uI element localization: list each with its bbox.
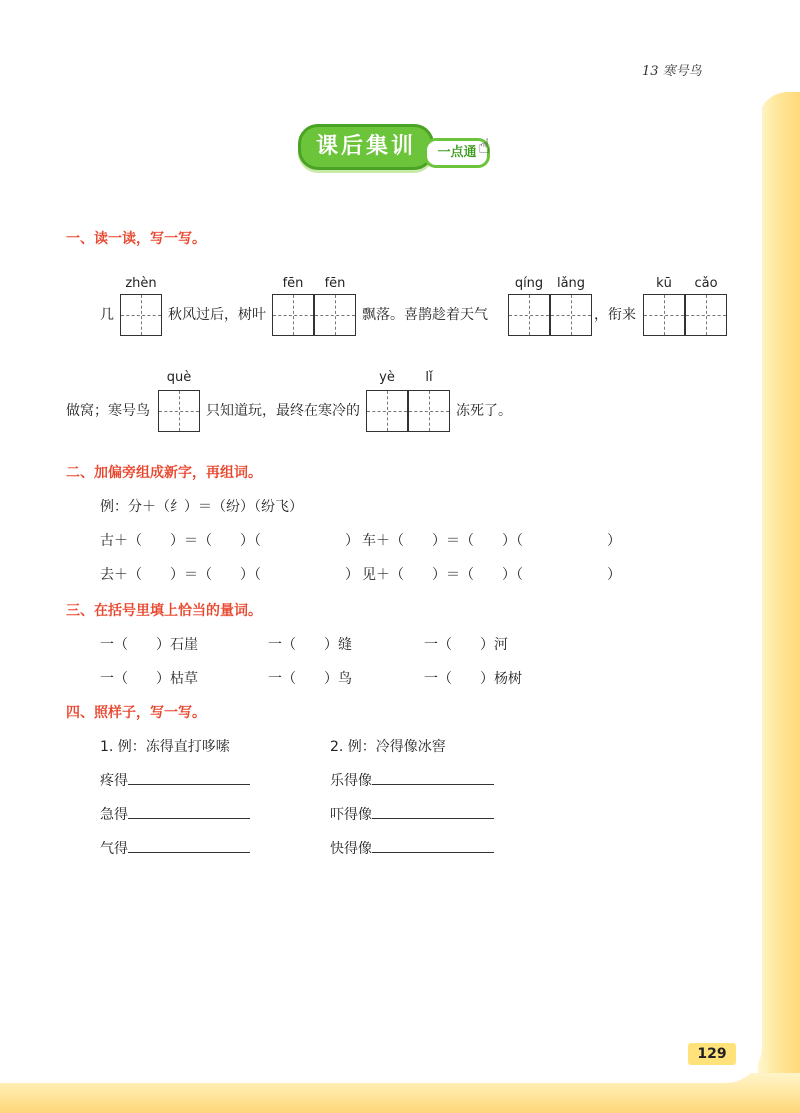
- imitate-left-row[interactable]: [100, 804, 250, 824]
- measure-word-item[interactable]: 一（ ）缝: [268, 637, 352, 653]
- radical-item[interactable]: 去＋（ ）＝（ ）（ ）: [100, 567, 359, 583]
- pinyin-label: fēn: [324, 276, 346, 291]
- imitate-prompt: 疼得: [100, 773, 128, 789]
- radical-item[interactable]: 见＋（ ）＝（ ）（ ）: [362, 567, 621, 583]
- reading-text-6: 只知道玩，最终在寒冷的: [206, 403, 360, 419]
- page-number: 129: [688, 1043, 736, 1065]
- pinyin-label: yè: [379, 370, 395, 385]
- writing-box[interactable]: [550, 294, 592, 336]
- imitate-right-row[interactable]: [330, 804, 494, 824]
- pinyin-label: kū: [656, 276, 672, 291]
- reading-text-7: 冻死了。: [456, 403, 512, 419]
- section-2-heading: 二、加偏旁组成新字，再组词。: [66, 465, 262, 481]
- writing-box[interactable]: [272, 294, 314, 336]
- imitate-prompt: 吓得像: [330, 807, 372, 823]
- answer-line[interactable]: [128, 804, 250, 819]
- measure-word-item[interactable]: 一（ ）石崖: [100, 637, 198, 653]
- imitate-prompt: 气得: [100, 841, 128, 857]
- measure-word-item[interactable]: 一（ ）河: [424, 637, 508, 653]
- imitate-right-row[interactable]: [330, 838, 494, 858]
- pinyin-label: què: [166, 370, 192, 385]
- imitate-example-2: 2. 例：冷得像冰窖: [330, 739, 446, 755]
- imitate-prompt: 快得像: [330, 841, 372, 857]
- writing-box[interactable]: [314, 294, 356, 336]
- pinyin-label: cǎo: [694, 276, 718, 291]
- reading-text-5: 做窝；寒号鸟: [66, 403, 150, 419]
- banner-subtitle: 一点通: [424, 138, 490, 168]
- imitate-right-row[interactable]: [330, 770, 494, 790]
- writing-box[interactable]: [408, 390, 450, 432]
- writing-box[interactable]: [685, 294, 727, 336]
- imitate-example-1: 1. 例：冻得直打哆嗦: [100, 739, 230, 755]
- running-head: 13 寒号鸟: [642, 64, 702, 79]
- answer-line[interactable]: [128, 770, 250, 785]
- writing-box[interactable]: [120, 294, 162, 336]
- pinyin-label: lǐ: [425, 370, 433, 385]
- imitate-left-row[interactable]: [100, 770, 250, 790]
- radical-item[interactable]: 车＋（ ）＝（ ）（ ）: [362, 533, 621, 549]
- measure-word-item[interactable]: 一（ ）鸟: [268, 671, 352, 687]
- imitate-prompt: 急得: [100, 807, 128, 823]
- pinyin-label: zhèn: [125, 276, 157, 291]
- page-edge-right: [758, 92, 800, 1113]
- answer-line[interactable]: [372, 804, 494, 819]
- measure-word-item[interactable]: 一（ ）枯草: [100, 671, 198, 687]
- section-3-heading: 三、在括号里填上恰当的量词。: [66, 603, 262, 619]
- answer-line[interactable]: [128, 838, 250, 853]
- section-4-heading: 四、照样子，写一写。: [66, 705, 206, 721]
- imitate-prompt: 乐得像: [330, 773, 372, 789]
- pointing-hand-icon: ☝: [478, 134, 491, 158]
- banner-title: 课后集训: [298, 124, 434, 170]
- reading-text-2: 秋风过后，树叶: [168, 307, 266, 323]
- radical-item[interactable]: 古＋（ ）＝（ ）（ ）: [100, 533, 359, 549]
- radical-example: 例：分＋（纟）＝（纷）（纷飞）: [100, 499, 303, 515]
- imitate-left-row[interactable]: [100, 838, 250, 858]
- reading-text-4: ，衔来: [594, 307, 636, 323]
- measure-word-item[interactable]: 一（ ）杨树: [424, 671, 522, 687]
- writing-box[interactable]: [158, 390, 200, 432]
- pinyin-label: lǎng: [556, 276, 586, 291]
- section-1-heading: 一、读一读，写一写。: [66, 231, 206, 247]
- answer-line[interactable]: [372, 838, 494, 853]
- writing-box[interactable]: [366, 390, 408, 432]
- pinyin-label: fēn: [282, 276, 304, 291]
- reading-text-3: 飘落。喜鹊趁着天气: [362, 307, 488, 323]
- writing-box[interactable]: [643, 294, 685, 336]
- pinyin-label: qíng: [514, 276, 544, 291]
- answer-line[interactable]: [372, 770, 494, 785]
- writing-box[interactable]: [508, 294, 550, 336]
- reading-text-1: 几: [100, 307, 114, 323]
